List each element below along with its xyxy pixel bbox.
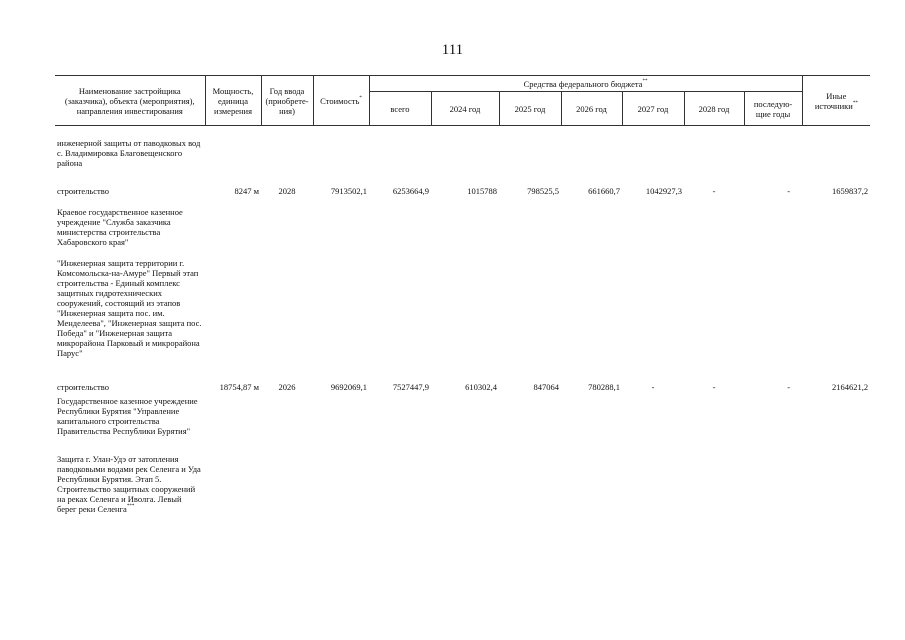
cell-later: - xyxy=(787,382,791,392)
header-name: Наименование застройщика (заказчика), объекта (мероприятия), направления инвестирования xyxy=(55,76,205,126)
page-number: 111 xyxy=(441,42,464,58)
header-total: всего xyxy=(369,92,431,126)
row-name: Краевое государственное казенное учреждение "Служба заказчика министерства строительства Хабаровского края" xyxy=(57,207,183,247)
table-row xyxy=(55,198,870,249)
table-row xyxy=(55,394,870,446)
row-name: Защита г. Улан-Удэ от затопления паводковыми водами рек Селенга и Уда Республики Бурятия. Этап 5. Строительство защитных сооружений на реках Селенга и Иволга. Левый берег реки Селенга*** xyxy=(57,454,201,514)
header-2028: 2028 год xyxy=(684,92,744,126)
header-2024: 2024 год xyxy=(431,92,499,126)
header-other-sources: Иные источники** xyxy=(802,76,870,126)
cell-2025: 798525,5 xyxy=(527,186,559,196)
cell-year: 2028 xyxy=(278,186,296,196)
cell-2027: 1042927,3 xyxy=(645,186,682,196)
header-year: Год ввода (приобрете-ния) xyxy=(261,76,313,126)
cell-year: 2026 xyxy=(278,382,296,392)
header-cost: Стоимость* xyxy=(313,76,369,126)
header-2025: 2025 год xyxy=(499,92,561,126)
row-name: строительство xyxy=(57,186,109,196)
cell-cost: 7913502,1 xyxy=(330,186,367,196)
cell-2026: 661660,7 xyxy=(588,186,620,196)
header-federal-budget: Средства федерального бюджета** xyxy=(369,76,802,92)
cell-2026: 780288,1 xyxy=(588,382,620,392)
header-later-years: последую-щие годы xyxy=(744,92,802,126)
cell-other: 1659837,2 xyxy=(831,186,869,196)
cell-2028: - xyxy=(712,186,716,196)
cell-total: 7527447,9 xyxy=(392,382,429,392)
table-row xyxy=(55,446,870,524)
table-header xyxy=(55,76,870,126)
table-row xyxy=(55,249,870,378)
header-capacity: Мощность, единица измерения xyxy=(205,76,261,126)
header-2027: 2027 год xyxy=(622,92,684,126)
investment-table xyxy=(55,75,870,524)
cell-2025: 847064 xyxy=(533,382,559,392)
cell-other: 2164621,2 xyxy=(831,382,869,392)
cell-capacity: 8247 м xyxy=(234,186,259,196)
cell-later: - xyxy=(787,186,791,196)
cell-total: 6253664,9 xyxy=(392,186,429,196)
cell-2024: 610302,4 xyxy=(465,382,497,392)
header-2026: 2026 год xyxy=(561,92,622,126)
cell-2027: - xyxy=(651,382,655,392)
cell-2024: 1015788 xyxy=(467,186,497,196)
row-name: Государственное казенное учреждение Республики Бурятия "Управление капитального строительства Правительства Республики Бурятия" xyxy=(57,396,198,436)
row-name: строительство xyxy=(57,382,109,392)
cell-cost: 9692069,1 xyxy=(330,382,367,392)
table-row xyxy=(55,126,870,177)
table-row xyxy=(55,176,870,198)
cell-capacity: 18754,87 м xyxy=(219,382,259,392)
row-name: инженерной защиты от паводковых вод с. Владимировка Благовещенского района xyxy=(57,138,201,168)
row-name: "Инженерная защита территории г. Комсомольска-на-Амуре" Первый этап строительства - Единый комплекс защитных гидротехнических сооружений, состоящий из этапов "Инженерная защита пос. им. Менделеева", "Инженерная защита пос. Победа" и "Инженерная защита микрорайона Парковый и микрорайона Парус" xyxy=(57,258,202,358)
cell-2028: - xyxy=(712,382,716,392)
table-row xyxy=(55,378,870,394)
